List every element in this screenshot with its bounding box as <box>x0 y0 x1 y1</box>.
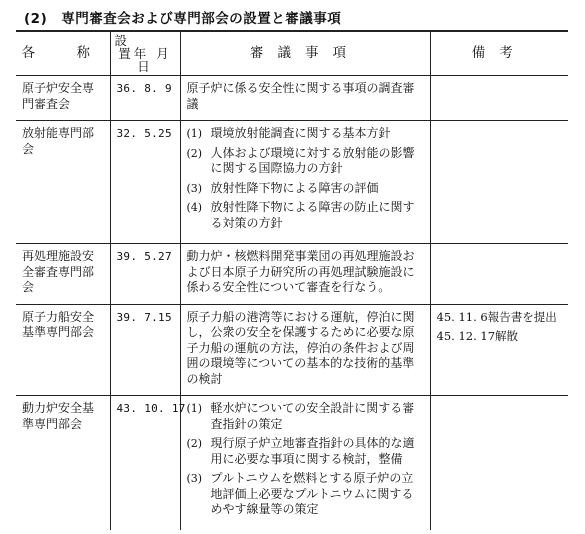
remarks-cell <box>430 121 568 244</box>
table-row <box>16 396 568 530</box>
header-date <box>110 31 180 76</box>
matter-item-number: (3) <box>186 181 203 195</box>
matter-item <box>187 200 425 231</box>
table-row <box>16 76 568 121</box>
remarks-cell <box>430 304 568 396</box>
matter-text: 原子力船の港湾等における運航，停泊に関し，公衆の安全を保護するために必要な原子力船の運航の方法，停泊の条件および周囲の環境等についての基本的な技術的基準の検討 <box>186 309 415 386</box>
header-remarks: 備考 <box>430 31 568 76</box>
matter-item-text: 現行原子炉立地審査指針の具体的な適用に必要な事項に関する検討，整備 <box>210 436 415 466</box>
deliberation-matters <box>180 304 430 396</box>
committee-name: 動力炉安全基準専門部会 <box>22 401 95 431</box>
matter-item-number: (4) <box>186 201 203 214</box>
matter-item-text: 放射性降下物による障害の評価 <box>210 180 379 195</box>
established-date: 32. 5.25 <box>110 121 180 244</box>
matter-item-text: 軽水炉についての安全設計に関する審査指針の策定 <box>210 401 415 431</box>
table-row <box>16 304 568 396</box>
header-date-line1: 設 <box>114 33 128 48</box>
remarks-cell <box>430 396 568 530</box>
committee-name: 原子力船安全基準専門部会 <box>16 304 110 396</box>
matter-text: 動力炉・核燃料開発事業団の再処理施設および日本原子力研究所の再処理試験施設に係わる安全性について審査を行なう。 <box>186 249 415 294</box>
matter-item <box>187 126 425 142</box>
matter-item <box>187 471 425 518</box>
matter-item-number: (3) <box>186 472 203 485</box>
matter-text: 原子炉に係る安全性に関する事項の調査審議 <box>186 81 415 111</box>
remark-line: 45. 12. 17解散 <box>436 329 519 343</box>
header-matters: 審議事項 <box>180 31 430 76</box>
remark-line: 45. 11. 6報告書を提出 <box>436 309 557 324</box>
committee-name: 原子炉安全専門審査会 <box>16 76 110 121</box>
matter-item-number: (2) <box>186 146 203 160</box>
deliberation-matters <box>180 76 430 121</box>
table-header-row <box>16 31 568 76</box>
table-row <box>16 244 568 305</box>
committee-table <box>16 30 568 530</box>
matter-item <box>187 181 425 197</box>
table-body <box>16 76 568 530</box>
matter-item-number: (1) <box>186 127 203 140</box>
committee-name: 再処理施設安全審査専門部会 <box>16 244 110 305</box>
matter-item-text: 環境放射能調査に関する基本方針 <box>210 126 391 140</box>
matter-item <box>187 401 425 432</box>
matter-item-text: 放射性降下物による障害の防止に関する対策の方針 <box>210 200 415 230</box>
matter-item-text: プルトニウムを燃料とする原子炉の立地評価上必要なプルトニウムに関するめやす線量等の策定 <box>210 471 414 516</box>
committee-name: 放射能専門部会 <box>16 121 110 244</box>
table-row <box>16 121 568 244</box>
deliberation-matters <box>180 121 430 244</box>
matter-item-text: 人体および環境に対する放射能の影響に関する国際協力の方針 <box>210 145 415 175</box>
deliberation-matters <box>180 396 430 530</box>
remarks-cell <box>430 76 568 121</box>
matter-item-number: (1) <box>186 402 203 415</box>
matter-item <box>187 436 425 467</box>
remarks-cell <box>430 244 568 305</box>
established-date: 39. 7.15 <box>110 304 180 396</box>
section-heading: (2) 専門審査会および専門部会の設置と審議事項 <box>24 11 342 27</box>
established-date: 43. 10. 17 <box>110 396 180 530</box>
matter-item <box>187 146 425 177</box>
deliberation-matters <box>180 244 430 305</box>
header-name: 各 称 <box>16 31 110 76</box>
header-date-line2: 置年 月 日 <box>118 46 172 74</box>
matter-item-number: (2) <box>186 437 203 450</box>
established-date: 39. 5.27 <box>110 244 180 305</box>
established-date: 36. 8. 9 <box>110 76 180 121</box>
